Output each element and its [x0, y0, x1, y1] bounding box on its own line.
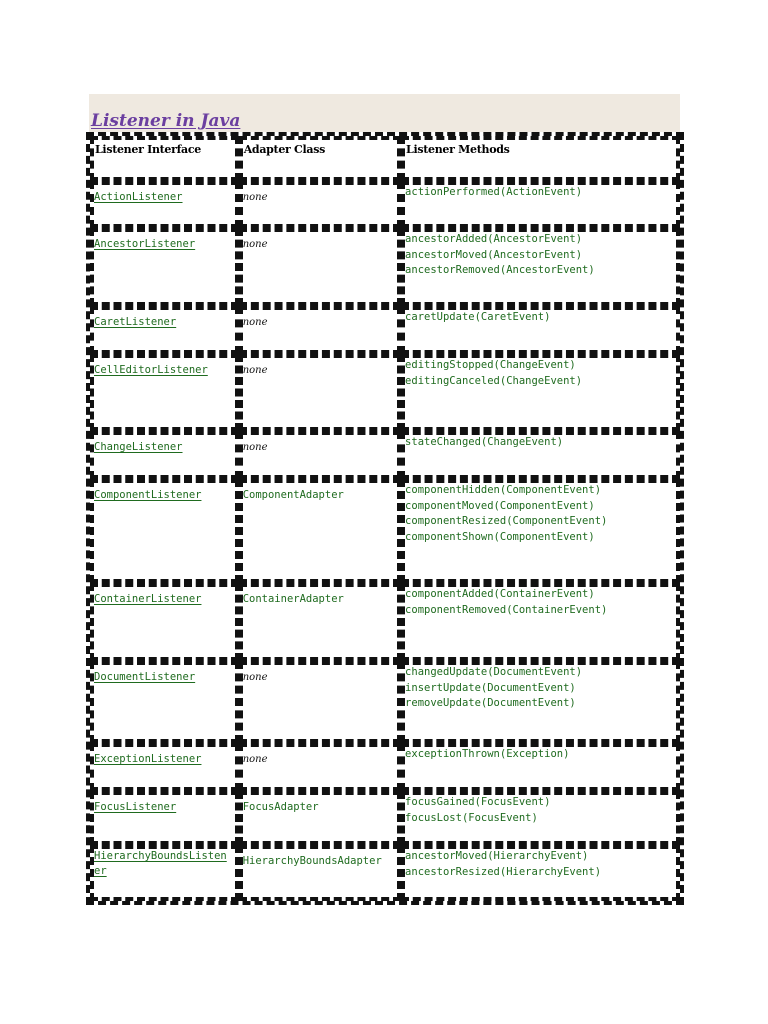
listener-interface-cell: [90, 431, 239, 479]
adapter-class-cell: [239, 431, 401, 479]
header-listener-interface: Listener Interface: [90, 136, 239, 181]
table-row: [90, 354, 680, 431]
adapter-class-cell: [239, 306, 401, 354]
adapter-class-name: ComponentAdapter: [242, 489, 344, 501]
header-adapter-class: Adapter Class: [239, 136, 401, 181]
adapter-class-name: FocusAdapter: [242, 801, 319, 813]
listener-interface-link[interactable]: ChangeListener: [94, 441, 183, 453]
listener-methods-cell: [401, 583, 680, 661]
listener-methods-cell: [401, 354, 680, 431]
table-row: [90, 583, 680, 661]
adapter-class-cell: [239, 479, 401, 583]
listener-interface-cell: [90, 743, 239, 791]
listener-method: editingCanceled(ChangeEvent): [405, 374, 583, 387]
table-row: [90, 791, 680, 845]
adapter-none-label: none: [242, 239, 268, 250]
adapter-class-cell: [239, 791, 401, 845]
listener-methods-cell: [401, 181, 680, 228]
listener-method: removeUpdate(DocumentEvent): [405, 697, 576, 709]
listener-methods-cell: [401, 791, 680, 845]
listener-method: exceptionThrown(Exception): [405, 748, 570, 760]
listener-methods-cell: [401, 661, 680, 743]
listener-method: componentResized(ComponentEvent): [405, 515, 608, 527]
listener-interface-link[interactable]: AncestorListener: [94, 238, 196, 250]
listener-interface-link[interactable]: ContainerListener: [94, 593, 202, 605]
listener-interface-cell: [90, 583, 239, 661]
listener-methods-cell: [401, 479, 680, 583]
adapter-class-name: ContainerAdapter: [242, 593, 344, 605]
adapter-none-label: none: [242, 317, 268, 328]
listener-interface-link[interactable]: CellEditorListener: [94, 364, 208, 376]
listener-methods-cell: [401, 845, 680, 901]
listener-interface-link[interactable]: ComponentListener: [94, 489, 202, 501]
listener-interface-cell: [90, 845, 239, 901]
listener-method: changedUpdate(DocumentEvent): [405, 666, 583, 678]
table-row: [90, 661, 680, 743]
listener-methods-cell: [401, 306, 680, 354]
listener-methods-cell: [401, 431, 680, 479]
listener-interface-cell: [90, 661, 239, 743]
listener-method: ancestorResized(HierarchyEvent): [405, 865, 602, 878]
listener-method: componentRemoved(ContainerEvent): [405, 603, 608, 616]
table-row: [90, 306, 680, 354]
listener-method: componentShown(ComponentEvent): [405, 530, 595, 543]
listener-interface-link[interactable]: CaretListener: [94, 316, 177, 328]
table-row: [90, 845, 680, 901]
listener-method: componentMoved(ComponentEvent): [405, 499, 595, 512]
listener-method: caretUpdate(CaretEvent): [405, 311, 551, 323]
adapter-none-label: none: [242, 192, 268, 203]
listener-interface-cell: [90, 791, 239, 845]
listener-method: ancestorMoved(AncestorEvent): [405, 248, 583, 261]
table-header-row: [90, 136, 680, 181]
adapter-class-cell: [239, 583, 401, 661]
table-row: [90, 228, 680, 306]
listener-interface-cell: [90, 354, 239, 431]
listener-method: ancestorRemoved(AncestorEvent): [405, 264, 595, 276]
header-listener-methods: Listener Methods: [401, 136, 680, 181]
listener-method: componentAdded(ContainerEvent): [405, 588, 595, 600]
adapter-class-cell: [239, 354, 401, 431]
listener-interface-link[interactable]: HierarchyBoundsListener: [94, 850, 227, 877]
adapter-none-label: none: [242, 754, 268, 765]
listener-interface-cell: [90, 181, 239, 228]
listener-method: ancestorMoved(HierarchyEvent): [405, 850, 589, 862]
listener-method: ancestorAdded(AncestorEvent): [405, 233, 583, 245]
adapter-none-label: none: [242, 442, 268, 453]
page-title[interactable]: Listener in Java: [91, 111, 241, 131]
adapter-class-cell: [239, 743, 401, 791]
table-row: [90, 181, 680, 228]
listener-method: focusLost(FocusEvent): [405, 811, 538, 824]
adapter-class-cell: [239, 661, 401, 743]
listener-table: [86, 132, 684, 905]
listener-method: focusGained(FocusEvent): [405, 796, 551, 808]
adapter-class-cell: [239, 845, 401, 901]
listener-interface-link[interactable]: ActionListener: [94, 191, 183, 203]
listener-methods-cell: [401, 743, 680, 791]
adapter-class-cell: [239, 181, 401, 228]
listener-interface-link[interactable]: DocumentListener: [94, 671, 196, 683]
table-row: [90, 431, 680, 479]
table-row: [90, 479, 680, 583]
listener-method: insertUpdate(DocumentEvent): [405, 681, 576, 694]
listener-method: stateChanged(ChangeEvent): [405, 436, 564, 448]
listener-interface-cell: [90, 306, 239, 354]
adapter-none-label: none: [242, 672, 268, 683]
listener-interface-link[interactable]: ExceptionListener: [94, 753, 202, 765]
table-body: [90, 181, 680, 901]
listener-interface-cell: [90, 479, 239, 583]
adapter-none-label: none: [242, 365, 268, 376]
listener-method: editingStopped(ChangeEvent): [405, 359, 576, 371]
adapter-class-cell: [239, 228, 401, 306]
listener-interface-cell: [90, 228, 239, 306]
adapter-class-name: HierarchyBoundsAdapter: [242, 855, 382, 867]
table-row: [90, 743, 680, 791]
listener-method: actionPerformed(ActionEvent): [405, 186, 583, 198]
listener-interface-link[interactable]: FocusListener: [94, 801, 177, 813]
listener-method: componentHidden(ComponentEvent): [405, 484, 602, 496]
listener-methods-cell: [401, 228, 680, 306]
